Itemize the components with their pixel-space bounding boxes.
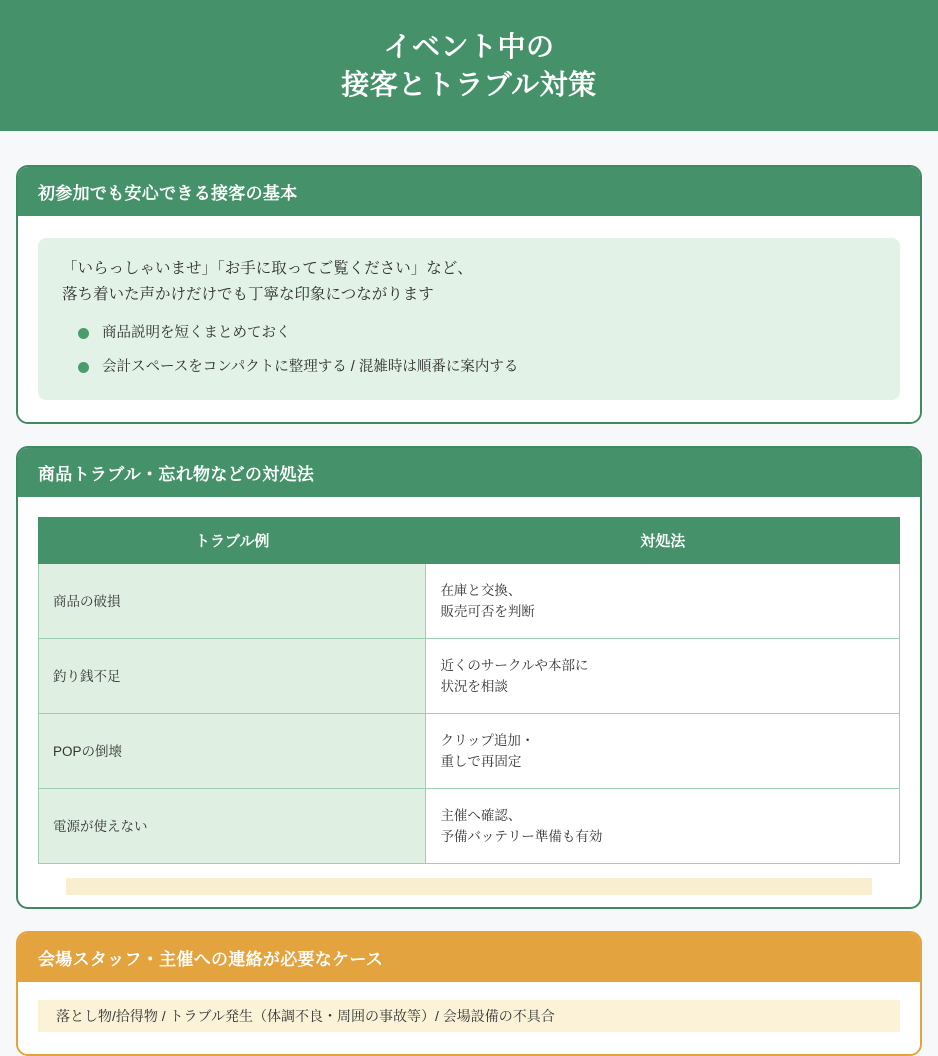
cell-case: POPの倒壊 [39,714,426,789]
cell-action-line-2: 販売可否を判断 [440,604,535,619]
cell-action-line-2: 予備バッテリー準備も有効 [440,829,603,844]
table-header-row [39,518,900,564]
card-body-trouble-handling [18,497,920,895]
hospitality-note-box [38,238,900,400]
hospitality-lead-line-1: 「いらっしゃいませ」「お手に取ってご覧ください」など、 [62,260,473,277]
spacer-between-card-1-2 [0,424,938,446]
cell-action [426,714,900,789]
cell-action-line-1: 主催へ確認、 [440,808,522,823]
page-title-line-1: イベント中の [383,30,555,62]
cell-case: 釣り銭不足 [39,639,426,714]
spacer-between-card-2-3 [0,909,938,931]
bullet-dot-icon [78,362,89,373]
cell-action [426,789,900,864]
cell-action-line-1: 近くのサークルや本部に [440,658,589,673]
hospitality-bullet-label: 商品説明を短くまとめておく [102,325,291,341]
card-header-hospitality-basics: 初参加でも安心できる接客の基本 [18,167,920,216]
table-row [39,639,900,714]
trouble-table-head [39,518,900,564]
cell-action [426,564,900,639]
cell-case: 商品の破損 [39,564,426,639]
column-header-case: トラブル例 [39,518,426,564]
hospitality-bullet-label: 会計スペースをコンパクトに整理する / 混雑時は順番に案内する [102,359,519,375]
card-body-hospitality-basics [18,216,920,422]
hospitality-bullet-list [62,322,876,378]
page-title-line-2: 接客とトラブル対策 [341,68,597,100]
list-item [62,322,876,344]
bullet-dot-icon [78,328,89,339]
card-contact-staff [16,931,922,1056]
contact-staff-highlight: 落とし物/拾得物 / トラブル発生（体調不良・周囲の事故等）/ 会場設備の不具合 [38,1000,900,1032]
cell-case: 電源が使えない [39,789,426,864]
card-hospitality-basics [16,165,922,424]
cell-action-line-1: 在庫と交換、 [440,583,522,598]
cell-action-line-2: 状況を相談 [440,679,508,694]
card-body-contact-staff [18,982,920,1054]
table-row [39,714,900,789]
table-row [39,564,900,639]
column-header-action: 対処法 [426,518,900,564]
trouble-table [38,517,900,864]
table-row [39,789,900,864]
hospitality-lead-line-2: 落ち着いた声かけだけでも丁寧な印象につながります [62,286,434,303]
cell-action [426,639,900,714]
cell-action-line-1: クリップ追加・ [440,733,535,748]
list-item [62,356,876,378]
card-trouble-handling [16,446,922,909]
trouble-table-footer-strip [66,878,872,895]
card-header-contact-staff: 会場スタッフ・主催への連絡が必要なケース [18,933,920,982]
trouble-table-body [39,564,900,864]
cell-action-line-2: 重しで再固定 [440,754,522,769]
spacer-after-header [0,131,938,165]
page-header [0,0,938,131]
card-header-trouble-handling: 商品トラブル・忘れ物などの対処法 [18,448,920,497]
